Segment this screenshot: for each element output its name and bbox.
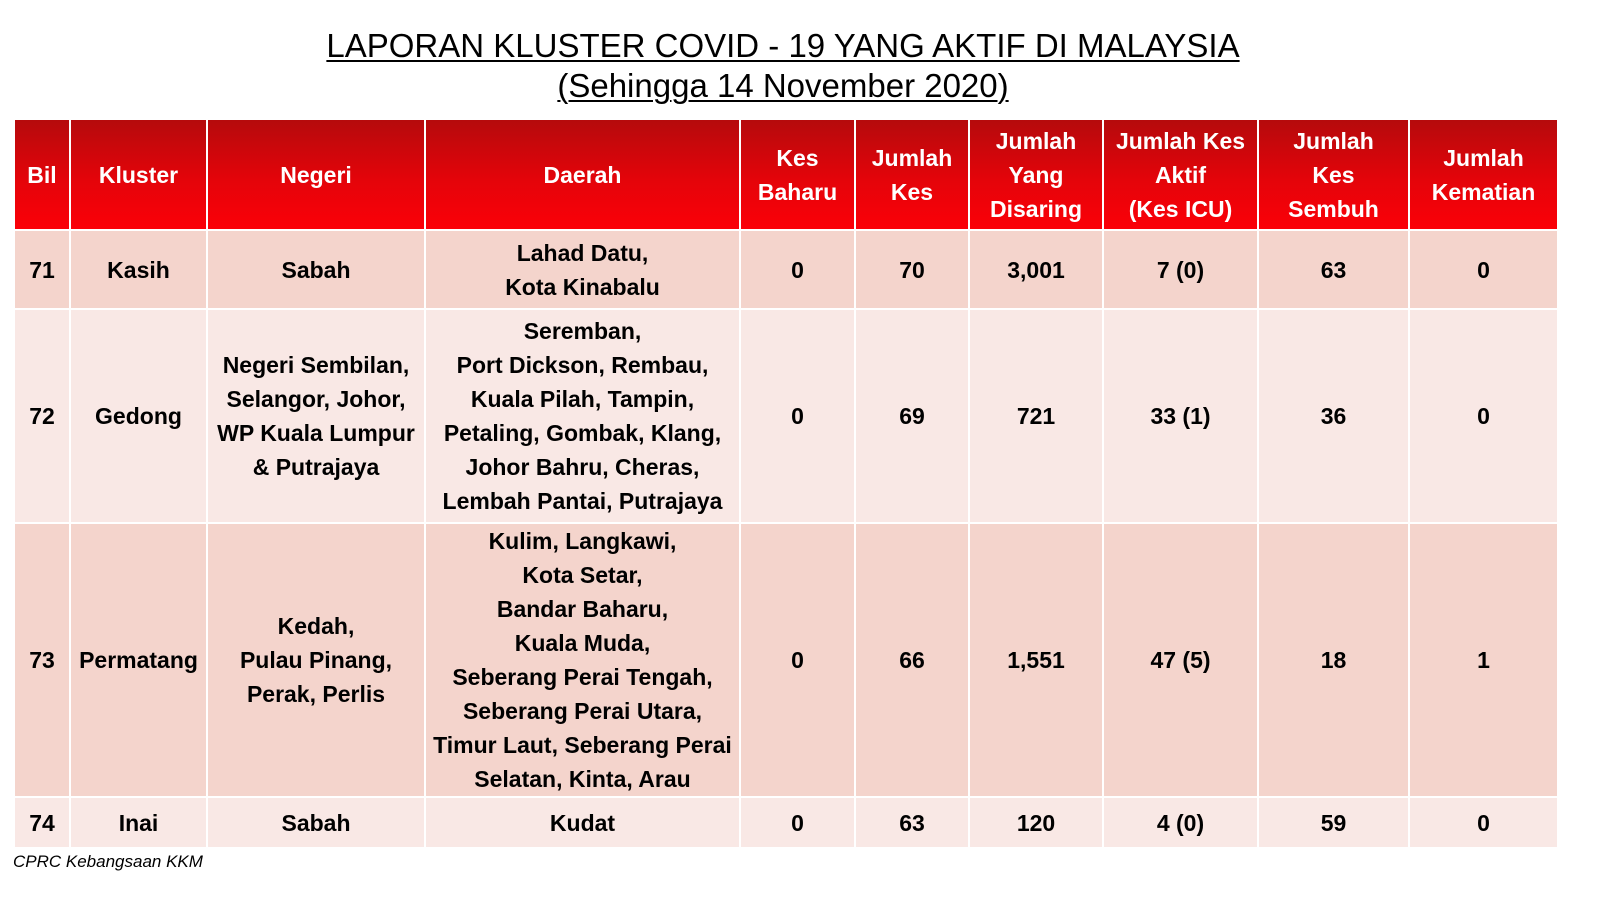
header-jumlah-kes: Jumlah Kes [856,120,968,229]
cluster-table [13,118,1559,849]
title-line-1: LAPORAN KLUSTER COVID - 19 YANG AKTIF DI MALAYSIA [326,27,1240,64]
cell-daerah: Kulim, Langkawi, Kota Setar, Bandar Baharu, Kuala Muda, Seberang Perai Tengah, Seberang Perai Utara, Timur Laut, Seberang Perai Selatan, Kinta, Arau [426,524,739,796]
cell-jumlah-disaring: 1,551 [970,524,1102,796]
cell-kes-baharu: 0 [741,231,854,308]
cell-kes-aktif-icu: 33 (1) [1104,310,1257,522]
cell-bil: 73 [15,524,69,796]
report-title [0,26,1566,106]
cell-kluster: Kasih [71,231,206,308]
cell-daerah: Seremban, Port Dickson, Rembau, Kuala Pilah, Tampin, Petaling, Gombak, Klang, Johor Bahru, Cheras, Lembah Pantai, Putrajaya [426,310,739,522]
cell-kematian: 0 [1410,310,1557,522]
cell-kluster: Inai [71,798,206,847]
cell-negeri: Negeri Sembilan, Selangor, Johor, WP Kuala Lumpur & Putrajaya [208,310,424,522]
cell-kes-aktif-icu: 4 (0) [1104,798,1257,847]
cell-kes-baharu: 0 [741,798,854,847]
cell-daerah: Lahad Datu, Kota Kinabalu [426,231,739,308]
header-row [15,120,1557,229]
cell-bil: 71 [15,231,69,308]
header-jumlah-disaring: Jumlah Yang Disaring [970,120,1102,229]
cell-jumlah-kes: 66 [856,524,968,796]
cell-bil: 72 [15,310,69,522]
title-line-2: (Sehingga 14 November 2020) [557,67,1009,104]
cell-kes-sembuh: 18 [1259,524,1408,796]
cell-jumlah-kes: 63 [856,798,968,847]
cell-jumlah-kes: 69 [856,310,968,522]
cell-negeri: Sabah [208,798,424,847]
cell-bil: 74 [15,798,69,847]
table-row [15,231,1557,308]
cell-negeri: Kedah, Pulau Pinang, Perak, Perlis [208,524,424,796]
cell-kes-sembuh: 36 [1259,310,1408,522]
table-row [15,310,1557,522]
cell-kematian: 1 [1410,524,1557,796]
cell-kes-aktif-icu: 7 (0) [1104,231,1257,308]
cell-kes-aktif-icu: 47 (5) [1104,524,1257,796]
cell-kluster: Permatang [71,524,206,796]
cell-jumlah-disaring: 721 [970,310,1102,522]
cell-kes-baharu: 0 [741,524,854,796]
header-kes-baharu: Kes Baharu [741,120,854,229]
cell-jumlah-kes: 70 [856,231,968,308]
header-kematian: Jumlah Kematian [1410,120,1557,229]
source-credit: CPRC Kebangsaan KKM [13,852,203,871]
cell-jumlah-disaring: 3,001 [970,231,1102,308]
header-daerah: Daerah [426,120,739,229]
cell-jumlah-disaring: 120 [970,798,1102,847]
cell-kematian: 0 [1410,798,1557,847]
cell-daerah: Kudat [426,798,739,847]
table-row [15,798,1557,847]
cell-kematian: 0 [1410,231,1557,308]
header-negeri: Negeri [208,120,424,229]
cell-negeri: Sabah [208,231,424,308]
header-kluster: Kluster [71,120,206,229]
table-row [15,524,1557,796]
cell-kes-sembuh: 63 [1259,231,1408,308]
header-kes-aktif-icu: Jumlah Kes Aktif (Kes ICU) [1104,120,1257,229]
cell-kluster: Gedong [71,310,206,522]
cell-kes-sembuh: 59 [1259,798,1408,847]
header-kes-sembuh: Jumlah Kes Sembuh [1259,120,1408,229]
cell-kes-baharu: 0 [741,310,854,522]
header-bil: Bil [15,120,69,229]
